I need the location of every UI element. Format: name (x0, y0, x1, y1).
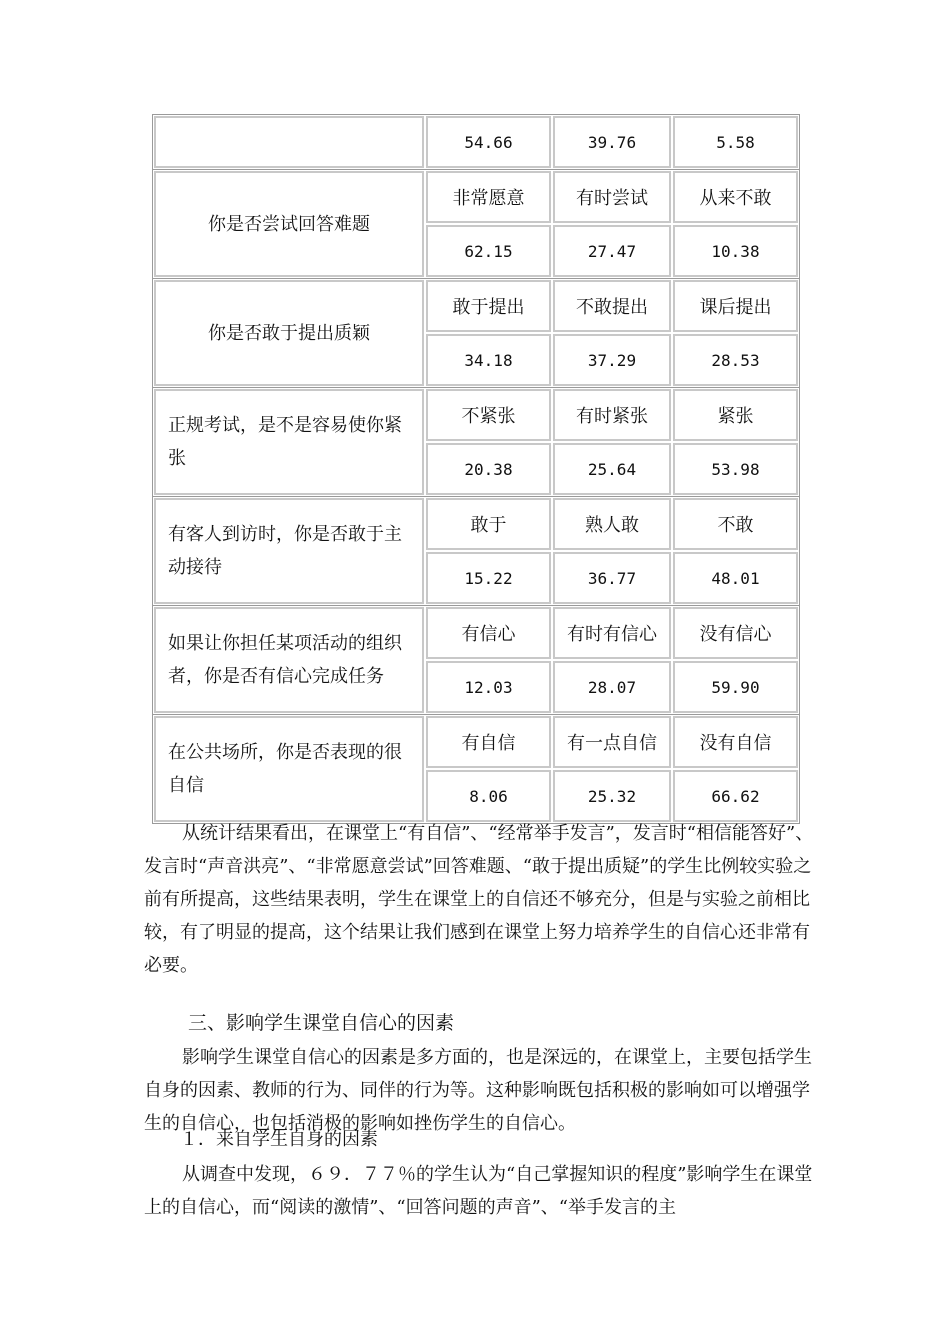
value-line (425, 442, 799, 496)
value-cell: 34.18 (426, 334, 551, 386)
option-line (425, 715, 799, 769)
option-line (425, 388, 799, 442)
value-cell: 5.58 (673, 116, 798, 168)
value-line (425, 769, 799, 823)
option-cell: 有一点自信 (553, 716, 671, 768)
question-cell: 正规考试，是不是容易使你紧张 (154, 389, 424, 495)
question-cell: 有客人到访时，你是否敢于主动接待 (154, 498, 424, 604)
value-cell: 66.62 (673, 770, 798, 822)
option-cell: 有时有信心 (553, 607, 671, 659)
value-line (425, 224, 799, 278)
question-cell: 你是否尝试回答难题 (154, 171, 424, 277)
body-paragraph: 从调查中发现，６９．７７％的学生认为“自己掌握知识的程度”影响学生在课堂上的自信心，而“阅读的激情”、“回答问题的声音”、“举手发言的主 (144, 1164, 813, 1218)
value-cell: 10.38 (673, 225, 798, 277)
answer-grid (425, 715, 799, 823)
value-cell: 54.66 (426, 116, 551, 168)
value-cell: 39.76 (553, 116, 671, 168)
value-cell: 25.64 (553, 443, 671, 495)
value-cell: 59.90 (673, 661, 798, 713)
value-cell: 27.47 (553, 225, 671, 277)
value-line (425, 333, 799, 387)
table-row (152, 114, 800, 170)
answer-grid (425, 279, 799, 387)
option-cell: 有信心 (426, 607, 551, 659)
table-row (152, 388, 800, 497)
table-row (152, 279, 800, 388)
option-cell: 没有信心 (673, 607, 798, 659)
option-cell: 没有自信 (673, 716, 798, 768)
option-line (425, 606, 799, 660)
option-cell: 有时尝试 (553, 171, 671, 223)
option-cell: 有时紧张 (553, 389, 671, 441)
table-row (152, 170, 800, 279)
option-cell: 敢于 (426, 498, 551, 550)
value-cell: 8.06 (426, 770, 551, 822)
option-cell: 课后提出 (673, 280, 798, 332)
subsection-heading: １．来自学生自身的因素 (180, 1129, 378, 1150)
question-cell: 你是否敢于提出质颖 (154, 280, 424, 386)
value-cell: 15.22 (426, 552, 551, 604)
body-paragraph: 从统计结果看出，在课堂上“有自信”、“经常举手发言”，发言时“相信能答好”、发言时“声音洪亮”、“非常愿意尝试”回答难题、“敢于提出质疑”的学生比例较实验之前有所提高，这些结果表明，学生在课堂上的自信还不够充分，但是与实验之前相比较，有了明显的提高，这个结果让我们感到在课堂上努力培养学生的自信心还非常有必要。 (144, 823, 814, 976)
option-cell: 不敢 (673, 498, 798, 550)
value-cell: 62.15 (426, 225, 551, 277)
value-cell: 53.98 (673, 443, 798, 495)
answer-grid (425, 606, 799, 714)
value-line (425, 660, 799, 714)
value-cell: 48.01 (673, 552, 798, 604)
option-cell: 不敢提出 (553, 280, 671, 332)
option-cell: 不紧张 (426, 389, 551, 441)
option-cell: 非常愿意 (426, 171, 551, 223)
answer-grid (425, 170, 799, 278)
answer-grid (425, 388, 799, 496)
table-row (152, 715, 800, 824)
question-cell: 在公共场所，你是否表现的很自信 (154, 716, 424, 822)
option-line (425, 497, 799, 551)
option-cell: 紧张 (673, 389, 798, 441)
value-cell: 20.38 (426, 443, 551, 495)
value-cell: 28.53 (673, 334, 798, 386)
option-cell: 从来不敢 (673, 171, 798, 223)
value-cell: 36.77 (553, 552, 671, 604)
option-cell: 敢于提出 (426, 280, 551, 332)
option-cell: 有自信 (426, 716, 551, 768)
answer-grid (425, 497, 799, 605)
table-row (152, 497, 800, 606)
option-line (425, 170, 799, 224)
value-cell: 37.29 (553, 334, 671, 386)
value-line (425, 551, 799, 605)
table-row (152, 606, 800, 715)
question-cell: 如果让你担任某项活动的组织者，你是否有信心完成任务 (154, 607, 424, 713)
option-cell: 熟人敢 (553, 498, 671, 550)
section-heading: 三、影响学生课堂自信心的因素 (188, 1012, 455, 1034)
body-paragraph: 影响学生课堂自信心的因素是多方面的，也是深远的，在课堂上，主要包括学生自身的因素、教师的行为、同伴的行为等。这种影响既包括积极的影响如可以增强学生的自信心，也包括消极的影响如挫伤学生的自信心。 (144, 1047, 812, 1134)
value-cell: 25.32 (553, 770, 671, 822)
question-cell (154, 116, 424, 168)
survey-table (152, 114, 800, 824)
value-cell: 12.03 (426, 661, 551, 713)
value-line (425, 115, 799, 169)
answer-grid (425, 115, 799, 169)
option-line (425, 279, 799, 333)
value-cell: 28.07 (553, 661, 671, 713)
